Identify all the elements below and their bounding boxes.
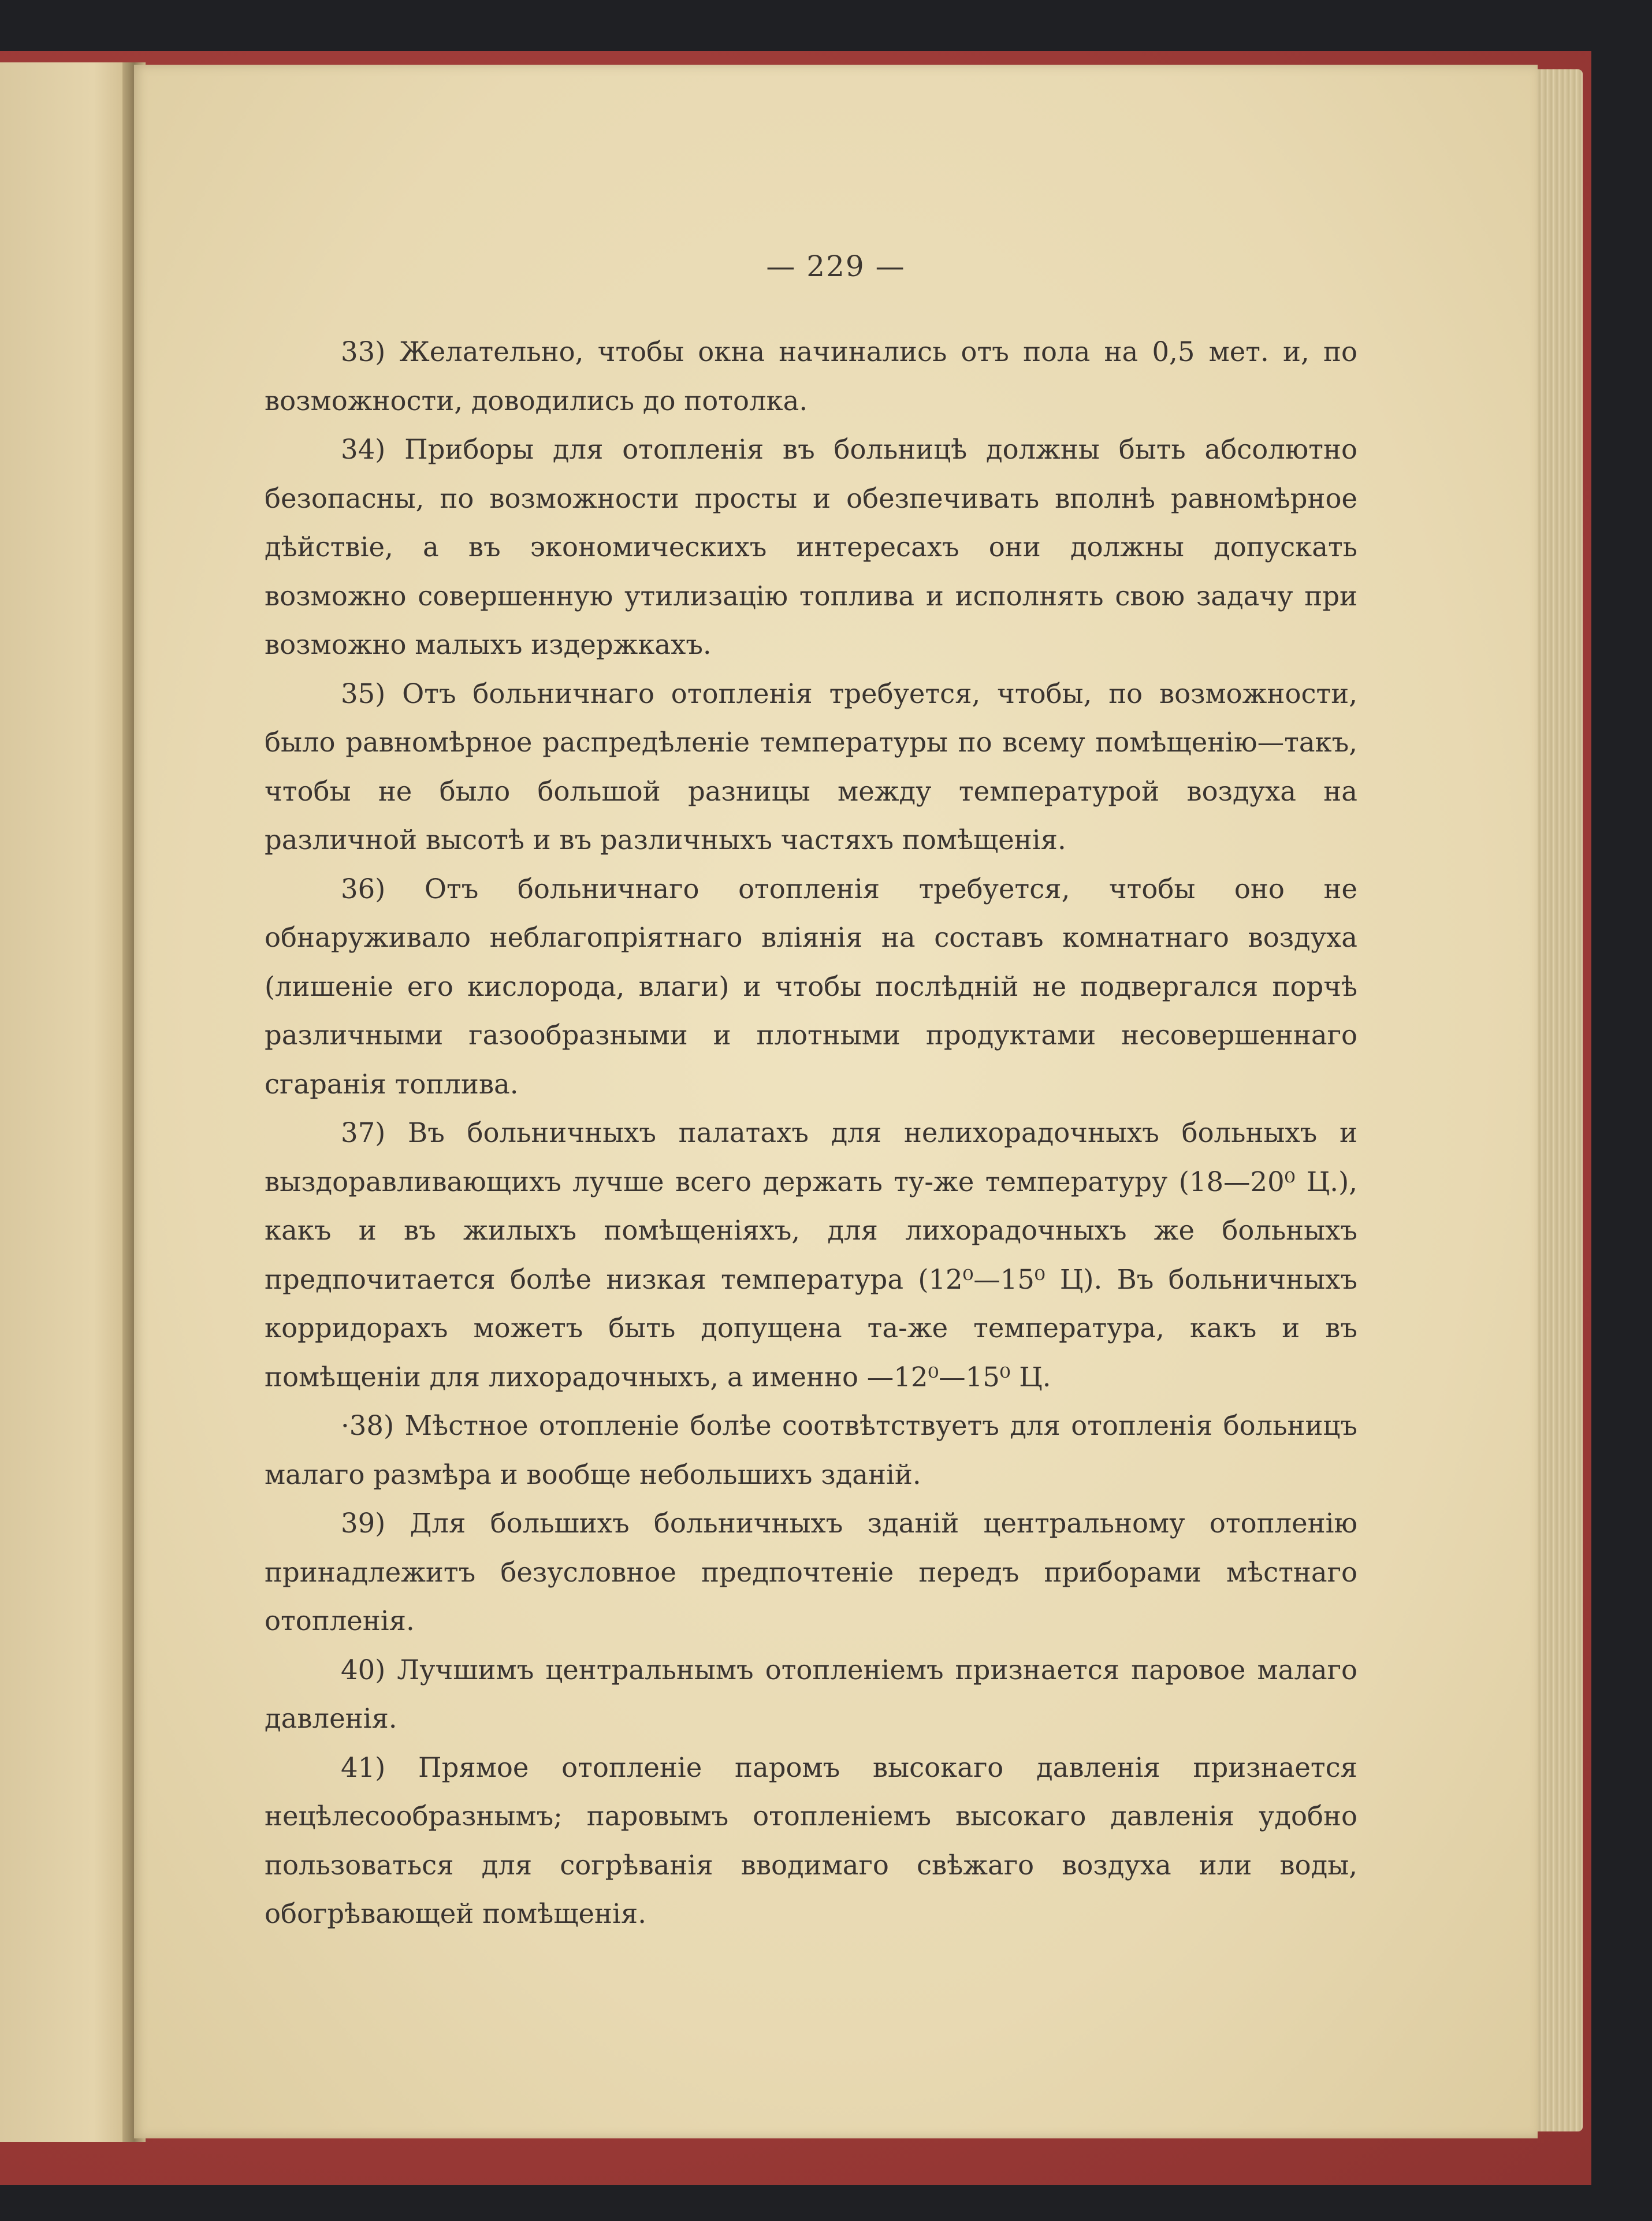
facing-page-edge	[0, 62, 134, 2142]
paragraph-39: 39) Для большихъ больничныхъ зданій центральному отопленію принадлежитъ безусловное предпочтеніе передъ приборами мѣстнаго отопленія.	[265, 1508, 1357, 1636]
paragraph-33: 33) Желательно, чтобы окна начинались отъ пола на 0,5 мет. и, по возможности, доводились до потолка.	[265, 336, 1357, 416]
paragraph-38: ·38) Мѣстное отопленіе болѣе соотвѣтствуетъ для отопленія больницъ малаго размѣра и вообще небольшихъ зданій.	[265, 1410, 1357, 1490]
paragraph-35: 35) Отъ больничнаго отопленія требуется, чтобы, по возможности, было равномѣрное распредѣленіе температуры по всему помѣщенію—такъ, чтобы не было большой разницы между температурой воздуха на различной высотѣ и въ различныхъ частяхъ помѣщенія.	[265, 678, 1357, 855]
paragraph-37: 37) Въ больничныхъ палатахъ для нелихорадочныхъ больныхъ и выздоравливающихъ лучше всего держать ту-же температуру (18—20⁰ Ц.), какъ и въ жилыхъ помѣщеніяхъ, для лихорадочныхъ же больныхъ предпочитается болѣе низкая температура (12⁰—15⁰ Ц). Въ больничныхъ корридорахъ можетъ быть допущена та-же температура, какъ и въ помѣщеніи для лихорадочныхъ, а именно —12⁰—15⁰ Ц.	[265, 1117, 1357, 1393]
page-body-text	[265, 328, 1357, 1939]
paragraph-36: 36) Отъ больничнаго отопленія требуется, чтобы оно не обнаруживало неблагопріятнаго вліянія на составъ комнатнаго воздуха (лишеніе его кислорода, влаги) и чтобы послѣдній не подвергался порчѣ различными газообразными и плотными продуктами несовершеннаго сгаранія топлива.	[265, 873, 1357, 1100]
page-number: — 229 —	[766, 250, 906, 283]
book-page	[134, 65, 1538, 2138]
paragraph-41: 41) Прямое отопленіе паромъ высокаго давленія признается нецѣлесообразнымъ; паровымъ отопленіемъ высокаго давленія удобно пользоваться для согрѣванія вводимаго свѣжаго воздуха или воды, обогрѣвающей помѣщенія.	[265, 1751, 1357, 1929]
page-stack-edges	[1531, 69, 1583, 2131]
paragraph-34: 34) Приборы для отопленія въ больницѣ должны быть абсолютно безопасны, по возможности просты и обезпечивать вполнѣ равномѣрное дѣйствіе, а въ экономическихъ интересахъ они должны допускать возможно совершенную утилизацію топлива и исполнять свою задачу при возможно малыхъ издержкахъ.	[265, 434, 1357, 660]
paragraph-40: 40) Лучшимъ центральнымъ отопленіемъ признается паровое малаго давленія.	[265, 1654, 1357, 1734]
